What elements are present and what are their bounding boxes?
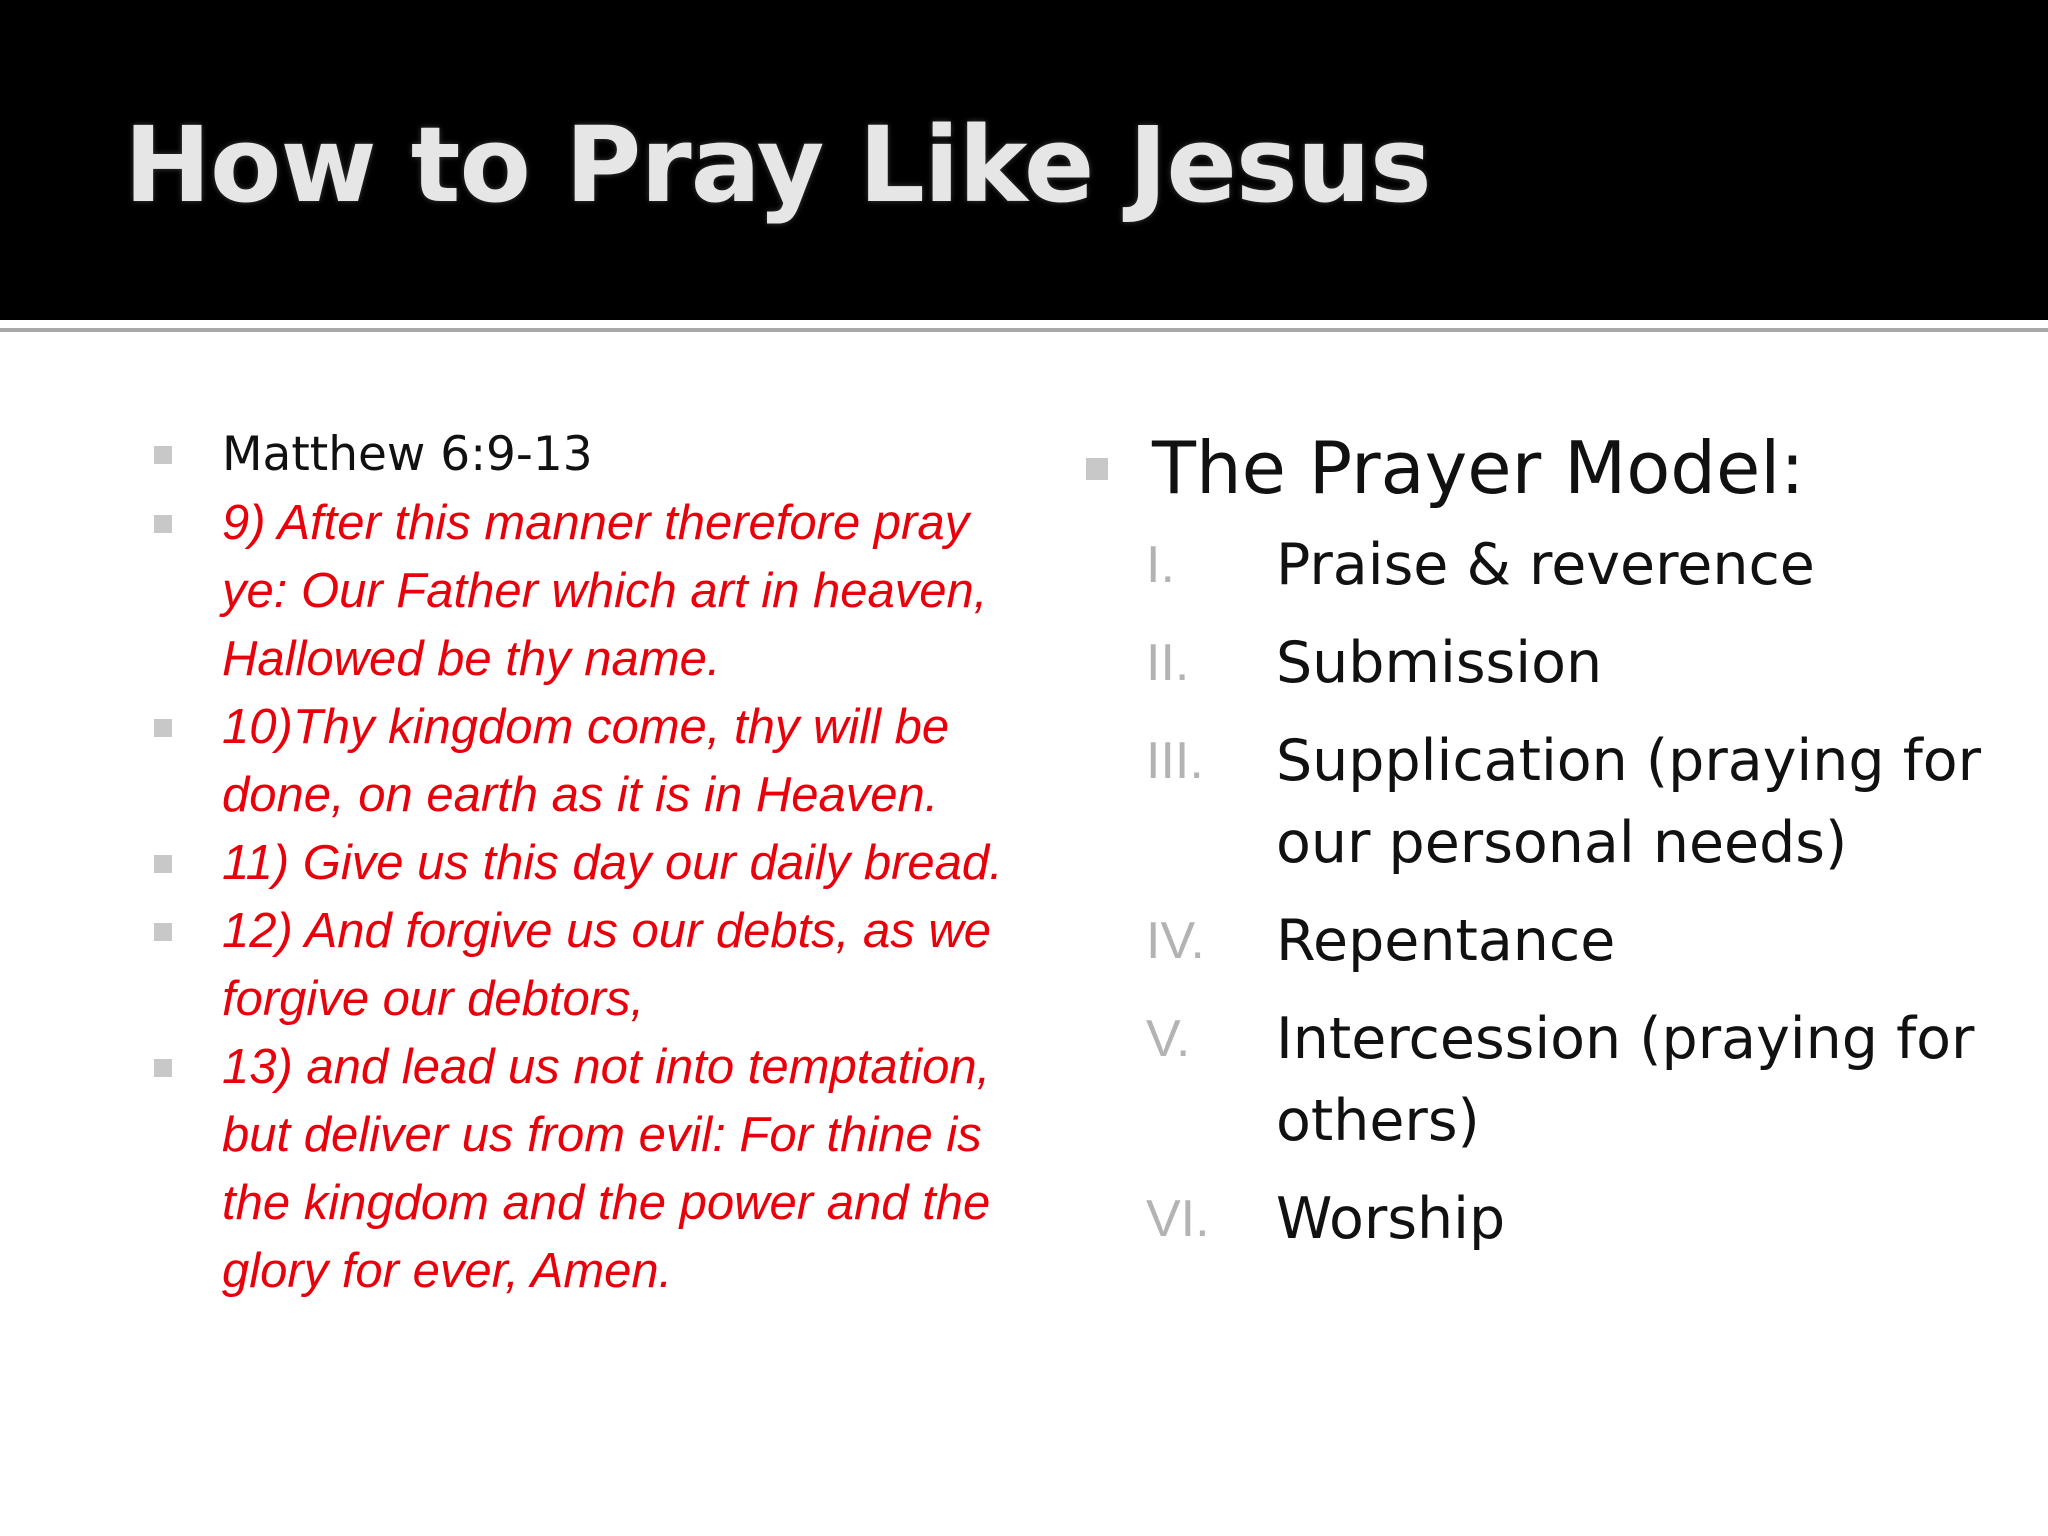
prayer-model-item-text: Praise & reverence — [1276, 532, 1815, 598]
prayer-model-item — [1080, 720, 2020, 884]
verse-text: 13) and lead us not into temptation, but deliver us from evil: For thine is the kingdom and the power and the glory for ever, Amen. — [222, 1040, 991, 1298]
prayer-model-item — [1080, 1178, 2020, 1260]
verse-item — [150, 489, 1010, 693]
verse-text: 12) And forgive us our debts, as we forgive our debtors, — [222, 904, 991, 1026]
prayer-model-heading — [1080, 420, 2020, 516]
verse-item — [150, 829, 1010, 897]
roman-numeral: III. — [1146, 732, 1204, 790]
prayer-model-item — [1080, 998, 2020, 1162]
slide-title: How to Pray Like Jesus — [124, 104, 1431, 226]
verse-text: 9) After this manner therefore pray ye: Our Father which art in heaven, Hallowed be thy name. — [222, 496, 988, 686]
square-bullet-icon — [154, 446, 172, 464]
square-bullet-icon — [154, 1059, 172, 1077]
prayer-model-item-text: Repentance — [1276, 908, 1616, 974]
square-bullet-icon — [154, 515, 172, 533]
verse-item — [150, 693, 1010, 829]
roman-numeral: IV. — [1146, 912, 1205, 970]
prayer-model-item-text: Worship — [1276, 1186, 1506, 1252]
prayer-model-panel — [1080, 420, 2020, 1276]
scripture-reference-item — [150, 420, 1010, 489]
prayer-model-item-text: Supplication (praying for our personal needs) — [1276, 728, 1982, 876]
prayer-model-item — [1080, 622, 2020, 704]
title-divider — [0, 328, 2048, 332]
square-bullet-icon — [1086, 458, 1108, 480]
roman-numeral: II. — [1146, 634, 1190, 692]
scripture-reference: Matthew 6:9-13 — [222, 427, 593, 482]
roman-numeral: I. — [1146, 536, 1175, 594]
prayer-model-list — [1080, 524, 2020, 1260]
verse-item — [150, 897, 1010, 1033]
square-bullet-icon — [154, 719, 172, 737]
roman-numeral: V. — [1146, 1010, 1191, 1068]
roman-numeral: VI. — [1146, 1190, 1210, 1248]
scripture-list — [150, 420, 1010, 1305]
prayer-model-item-text: Submission — [1276, 630, 1603, 696]
prayer-model-heading-text: The Prayer Model: — [1152, 426, 1805, 510]
verse-item — [150, 1033, 1010, 1305]
square-bullet-icon — [154, 855, 172, 873]
verse-text: 10)Thy kingdom come, thy will be done, on earth as it is in Heaven. — [222, 700, 950, 822]
prayer-model-item — [1080, 900, 2020, 982]
prayer-model-item — [1080, 524, 2020, 606]
prayer-model-item-text: Intercession (praying for others) — [1276, 1006, 1975, 1154]
title-bar — [0, 0, 2048, 320]
square-bullet-icon — [154, 923, 172, 941]
verse-text: 11) Give us this day our daily bread. — [222, 836, 1003, 890]
